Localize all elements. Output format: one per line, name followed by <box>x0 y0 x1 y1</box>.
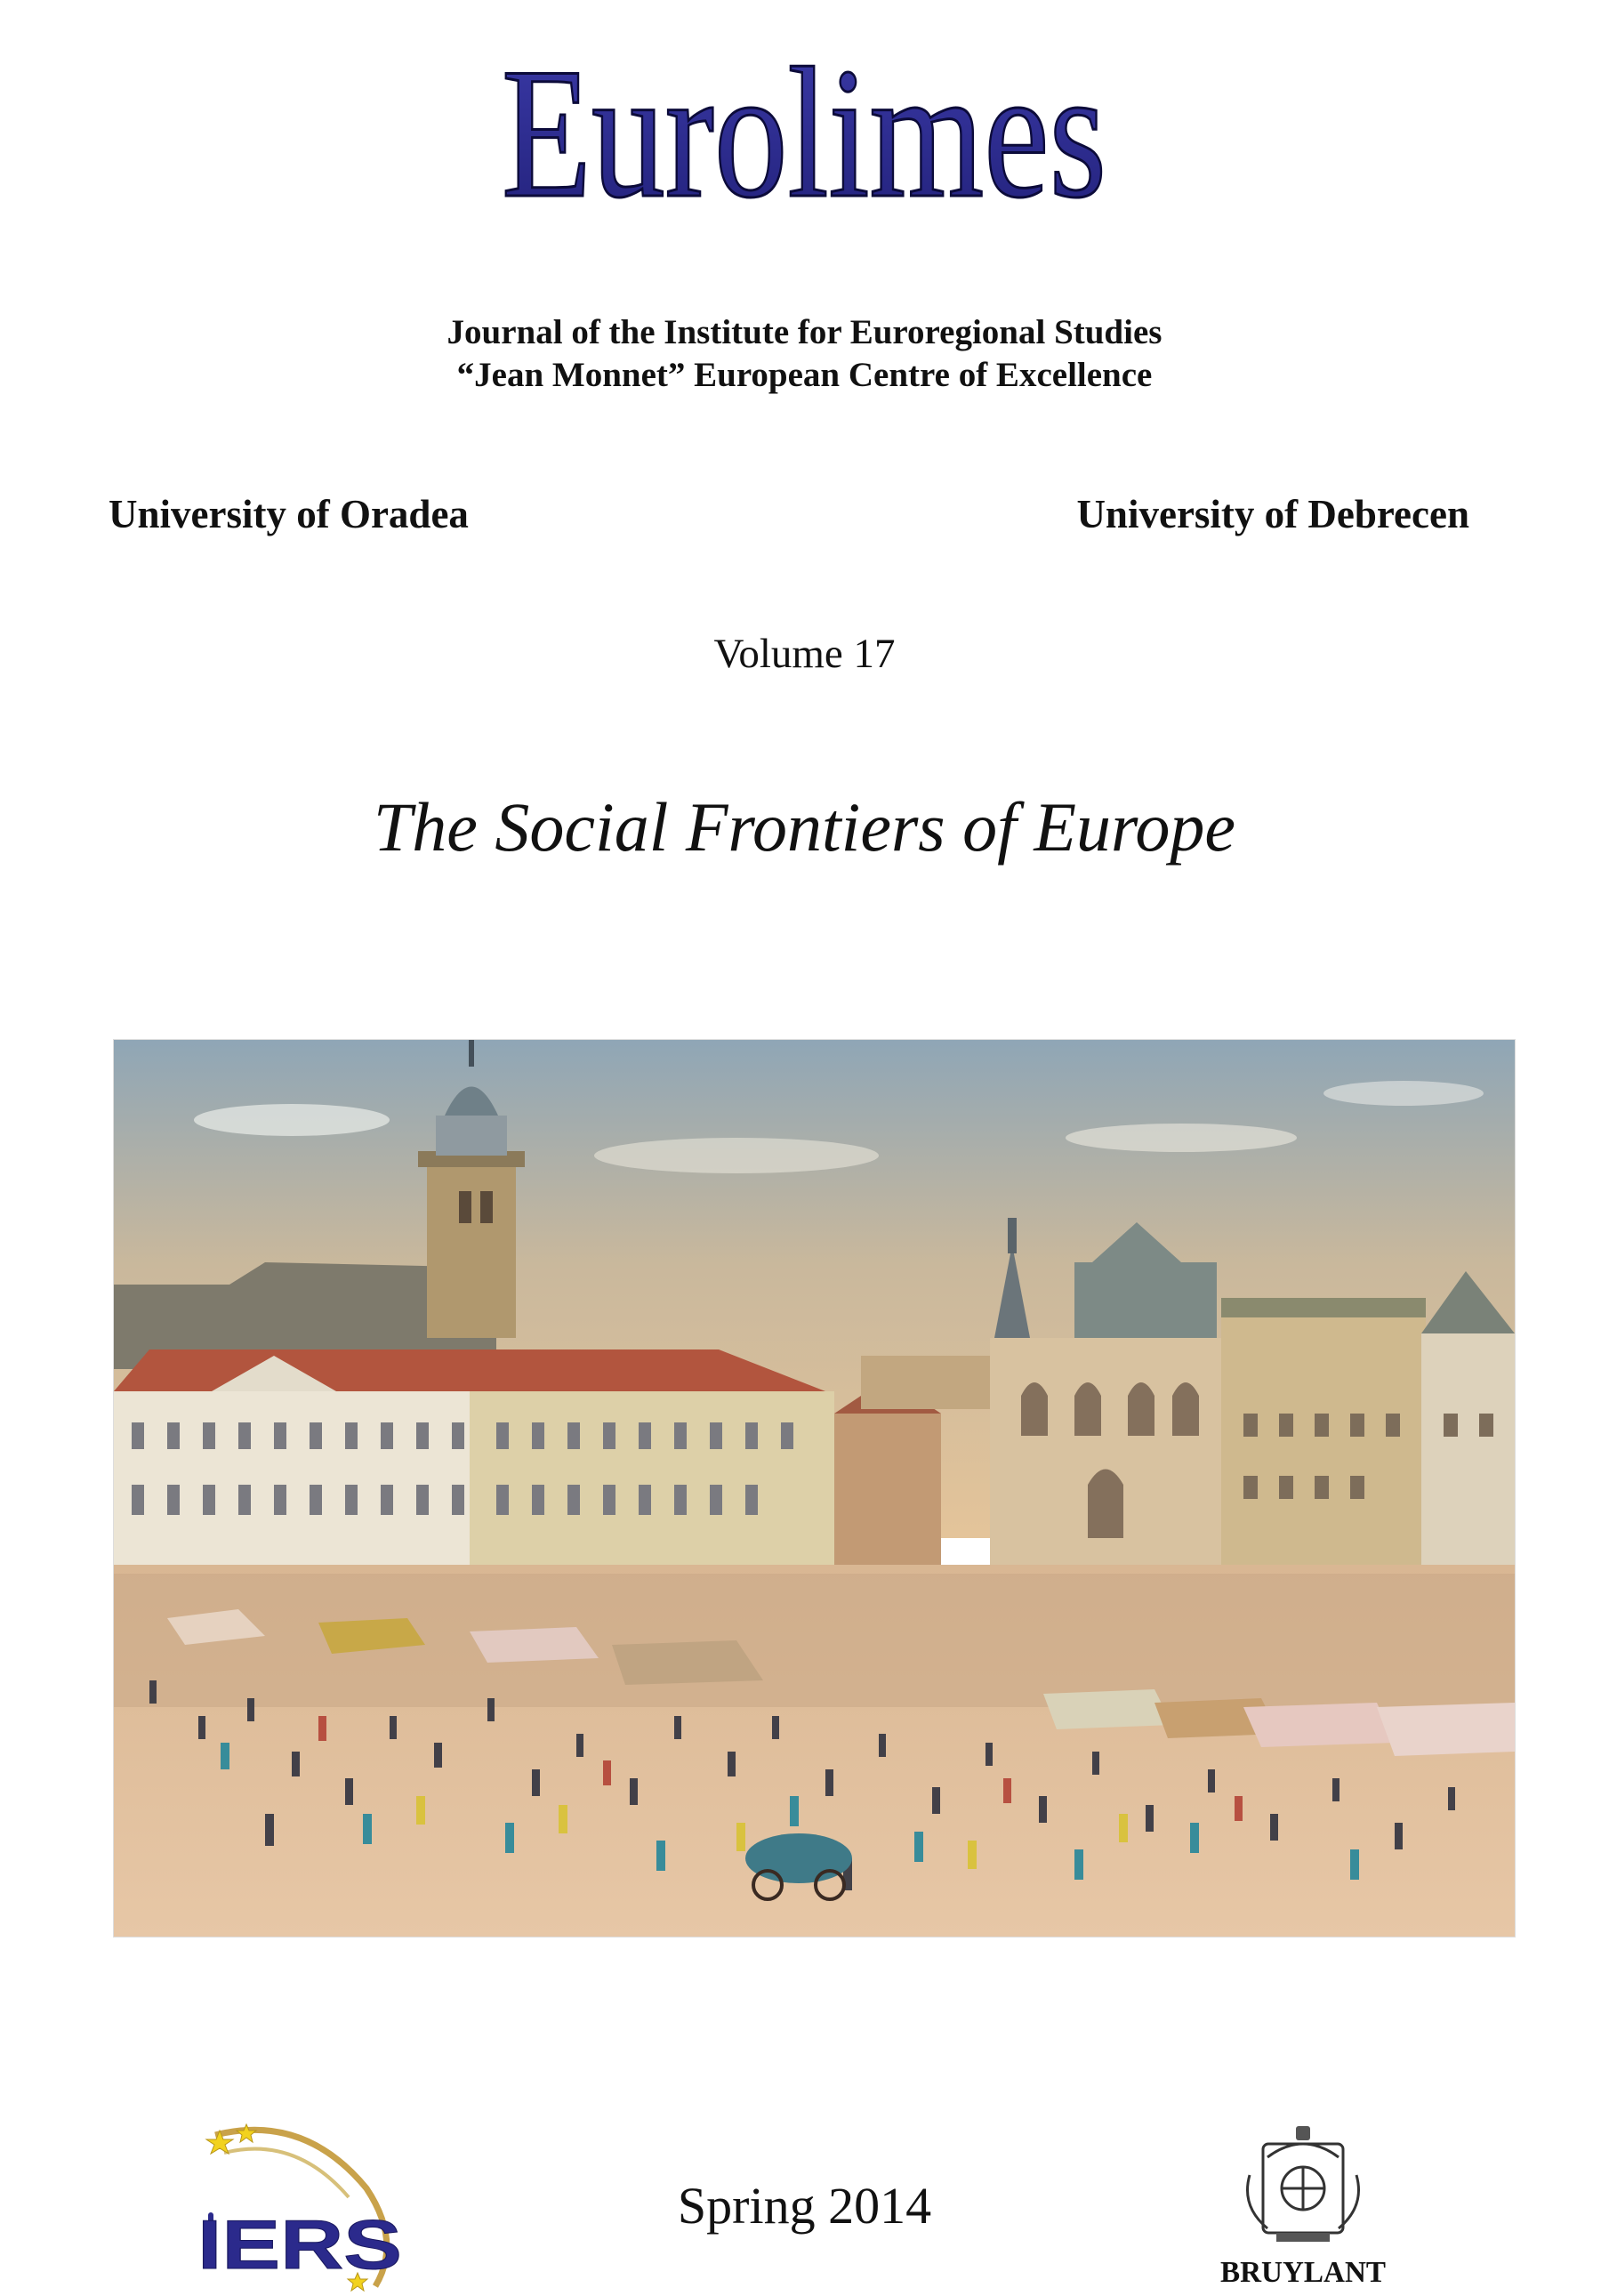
university-left: University of Oradea <box>109 492 469 536</box>
university-right: University of Debrecen <box>1076 492 1469 536</box>
iers-logo-text: IERS <box>197 2205 402 2284</box>
bruylant-logo <box>1214 2122 1392 2291</box>
journal-masthead <box>0 18 1609 222</box>
cover-illustration-market-square <box>113 1039 1516 1938</box>
issue-theme-title: The Social Frontiers of Europe <box>373 788 1236 866</box>
journal-subtitle-line1: Journal of the Institute for Euroregional Studies <box>446 313 1163 351</box>
masthead-title: Eurolimes <box>502 30 1106 222</box>
bruylant-logo-text: BRUYLANT <box>1220 2256 1387 2289</box>
issue-season: Spring 2014 <box>677 2177 932 2235</box>
journal-subtitle-line2: “Jean Monnet” European Centre of Excellence <box>456 356 1153 394</box>
volume-number: Volume 17 <box>713 631 896 677</box>
